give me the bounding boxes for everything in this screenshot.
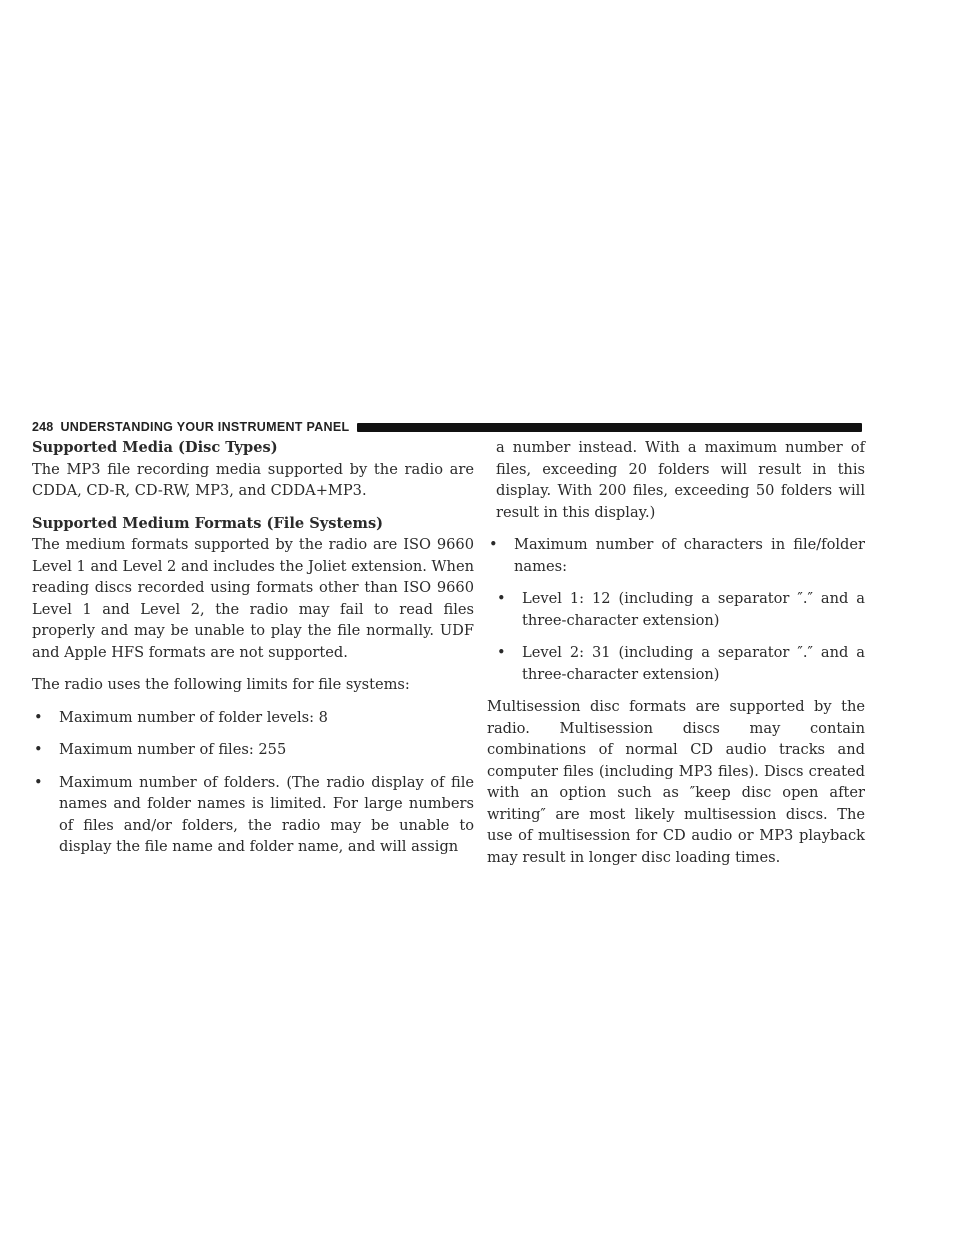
bullet-icon: • [34,741,43,758]
bullet-icon: • [489,536,498,553]
page-header [32,420,862,434]
bullet-text: Level 2: 31 (including a separator ″.″ and a three-character extension) [522,644,865,683]
list-item [487,588,865,631]
list-item [487,534,865,577]
bullet-icon: • [497,644,506,661]
list-item [487,642,865,685]
bullet-text: Maximum number of files: 255 [59,741,287,758]
paragraph-supported-formats: The medium formats supported by the radio are ISO 9660 Level 1 and Level 2 and includes the Joliet extension. When reading discs recorded using formats other than ISO 9660 Level 1 and Level 2, the radio may fail to read files properly and may be unable to play the file normally. UDF and Apple HFS formats are not supported. [32,536,474,661]
bullet-continuation: a number instead. With a maximum number of files, exceeding 20 folders will result in this display. With 200 files, exceeding 50 folders will result in this display.) [496,439,865,521]
bullet-icon: • [497,590,506,607]
bullet-icon: • [34,773,43,791]
list-item [32,772,474,858]
heading-supported-media: Supported Media (Disc Types) [32,439,278,456]
paragraph-multisession: Multisession disc formats are supported by the radio. Multisession discs may contain combinations of normal CD audio tracks and computer files (including MP3 files). Discs created with an option such as ″keep disc open after writing″ are most likely multisession discs. The use of multisession for CD audio or MP3 playback may result in longer disc loading times. [487,698,865,866]
section-title: UNDERSTANDING YOUR INSTRUMENT PANEL [60,420,350,434]
page-number: 248 [32,420,54,434]
bullet-icon: • [34,708,43,726]
bullet-text: Level 1: 12 (including a separator ″.″ and a three-character extension) [522,590,865,629]
heading-supported-formats: Supported Medium Formats (File Systems) [32,514,384,532]
bullet-text: Maximum number of folder levels: 8 [59,708,328,726]
bullet-text: Maximum number of characters in file/folder names: [514,536,865,575]
paragraph-limits-intro: The radio uses the following limits for file systems: [32,676,410,693]
list-item [32,707,474,729]
left-column [32,437,474,858]
header-rule [357,423,862,432]
bullet-text: Maximum number of folders. (The radio display of file names and folder names is limited. For large numbers of files and/or folders, the radio may be unable to display the file name and folder name, and will assign [59,773,474,855]
list-item [32,739,474,761]
paragraph-supported-media: The MP3 file recording media supported by the radio are CDDA, CD-R, CD-RW, MP3, and CDDA+MP3. [32,460,474,499]
right-column [487,437,865,868]
